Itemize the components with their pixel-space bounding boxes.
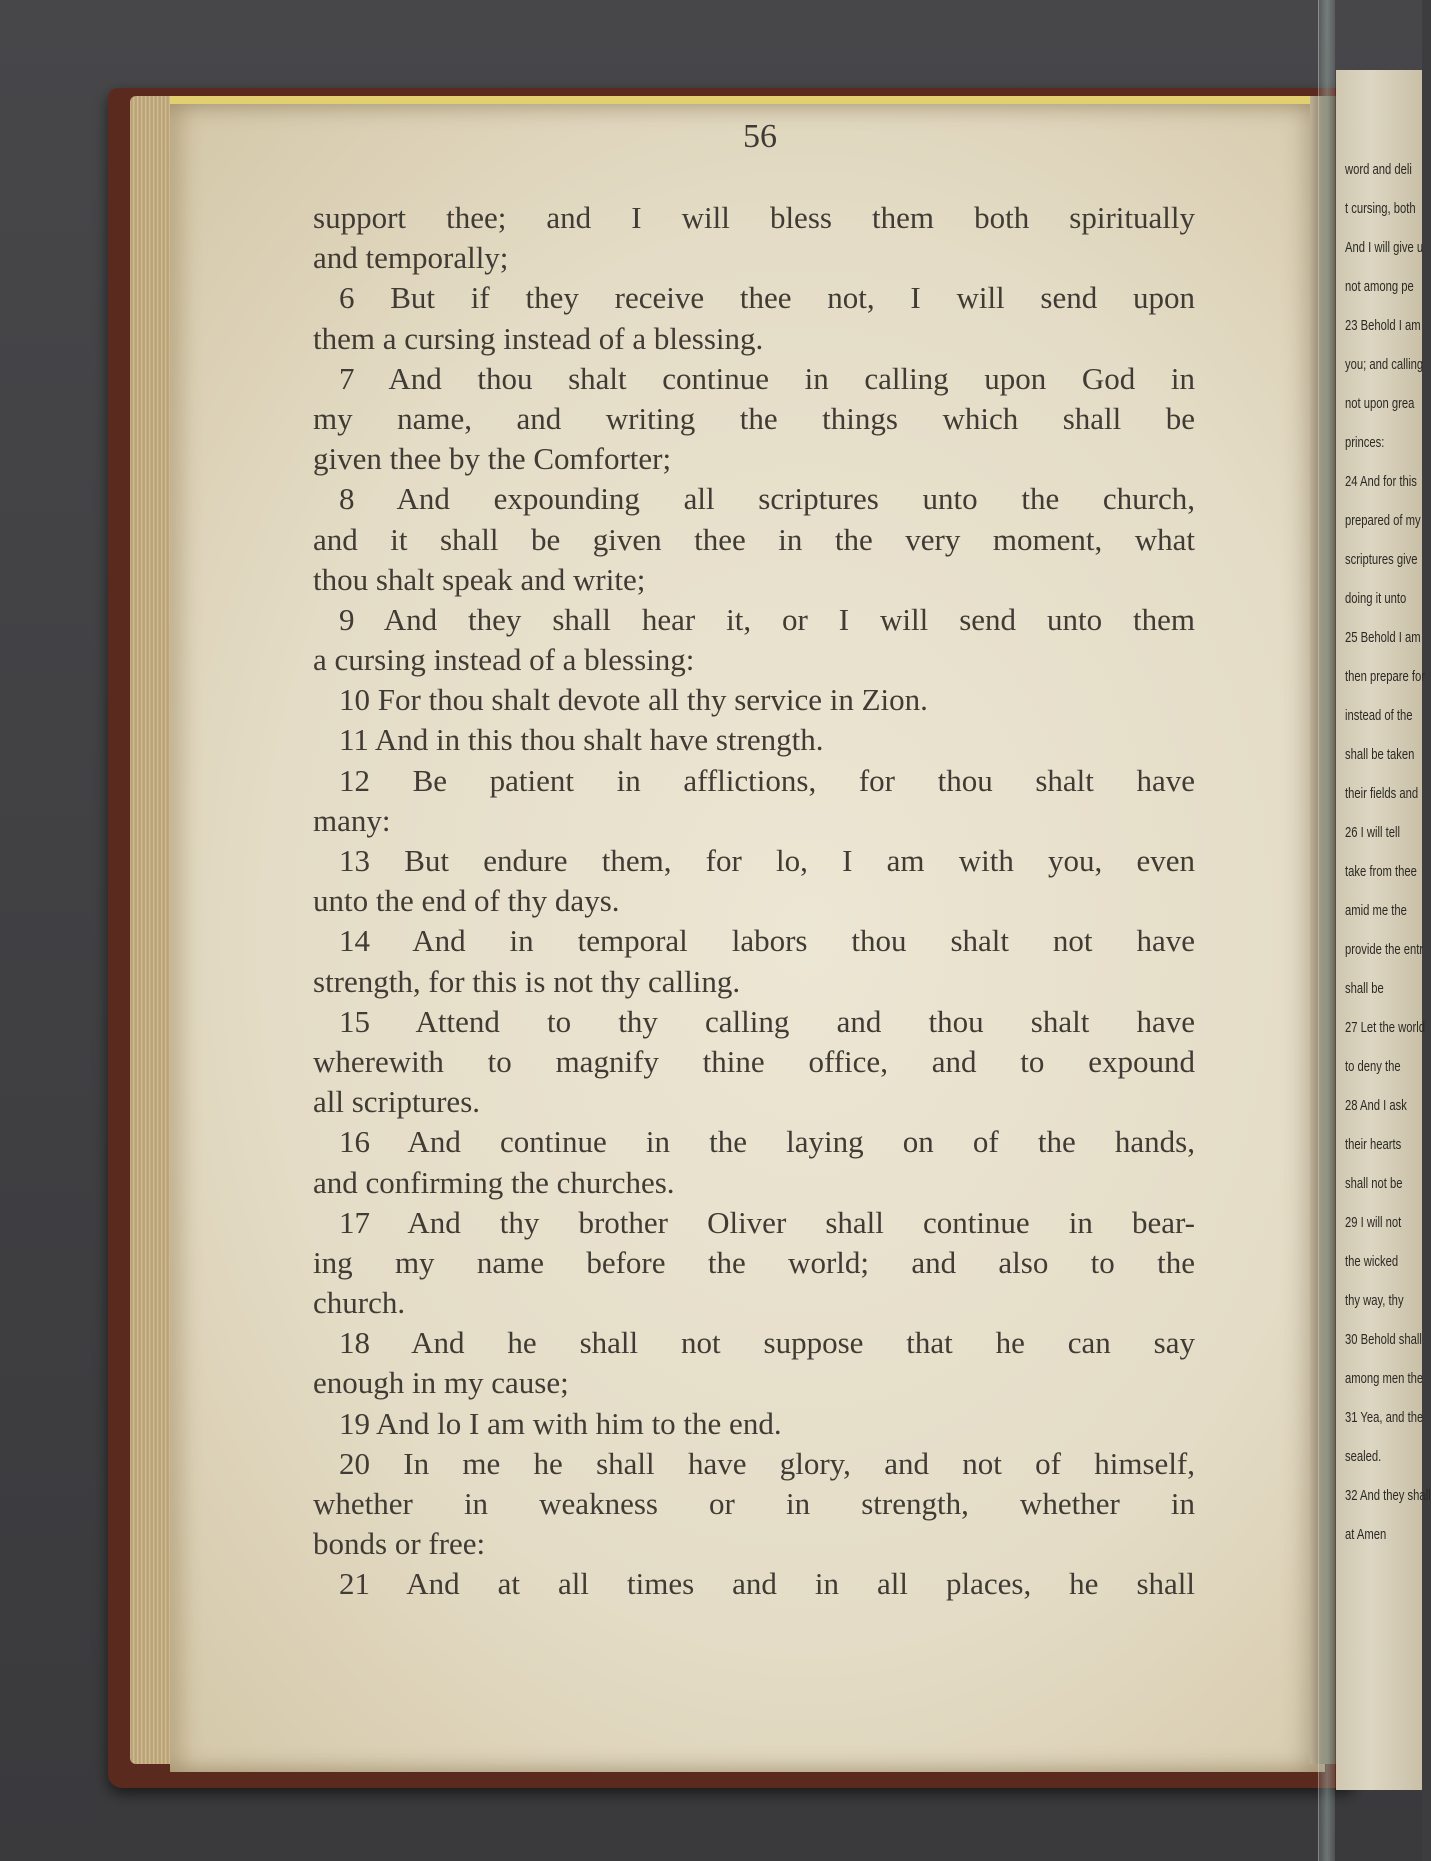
text-line: church. xyxy=(313,1285,406,1321)
text-line: and temporally; xyxy=(313,240,509,276)
text-line: whether in weakness or in strength, whether in xyxy=(313,1486,1195,1521)
verse-line: 17 And thy brother Oliver shall continue in bear- xyxy=(339,1204,1195,1240)
facing-line: 30 Behold shall xyxy=(1345,1331,1422,1348)
text-line: and confirming the churches. xyxy=(313,1164,675,1200)
glass-plate-edge xyxy=(1318,0,1335,1861)
text-line: enough in my cause; xyxy=(313,1365,569,1401)
facing-line: the wicked xyxy=(1345,1253,1399,1270)
facing-line: doing it unto xyxy=(1345,590,1407,607)
facing-line: sealed. xyxy=(1345,1448,1382,1465)
verse-line: 9 And they shall hear it, or I will send unto them xyxy=(339,601,1195,637)
facing-line: instead of the xyxy=(1345,707,1413,724)
facing-line: 24 And for this xyxy=(1345,473,1417,490)
text-line: bonds or free: xyxy=(313,1526,486,1562)
facing-line: take from thee xyxy=(1345,863,1417,880)
facing-line: not upon grea xyxy=(1345,395,1415,412)
facing-line: princes: xyxy=(1345,434,1385,451)
facing-line: provide the entr xyxy=(1345,941,1424,958)
verse-line: 10 For thou shalt devote all thy service in Zion. xyxy=(339,682,928,718)
verse-line: 15 Attend to thy calling and thou shalt have xyxy=(339,1003,1195,1039)
verse-line: 11 And in this thou shalt have strength. xyxy=(339,722,824,758)
verse-line: 20 In me he shall have glory, and not of himself, xyxy=(339,1445,1195,1481)
facing-line: at Amen xyxy=(1345,1526,1387,1543)
verse-line: 14 And in temporal labors thou shalt not have xyxy=(339,923,1195,959)
text-line: my name, and writing the things which shall be xyxy=(313,400,1195,436)
verse-line: 13 But endure them, for lo, I am with you, even xyxy=(339,843,1195,878)
verse-line: 19 And lo I am with him to the end. xyxy=(339,1405,782,1441)
facing-line: among men the xyxy=(1345,1370,1424,1387)
facing-line: shall not be xyxy=(1345,1175,1403,1192)
text-line: thou shalt speak and write; xyxy=(313,561,646,597)
facing-line: 25 Behold I am xyxy=(1345,629,1421,646)
facing-line: 26 I will tell xyxy=(1345,824,1401,841)
verse-line: 6 But if they receive thee not, I will send upon xyxy=(339,280,1195,316)
facing-line: shall be taken xyxy=(1345,746,1415,763)
text-line: a cursing instead of a blessing: xyxy=(313,642,695,678)
facing-line: you; and calling xyxy=(1345,356,1424,373)
facing-line: 29 I will not xyxy=(1345,1214,1402,1231)
facing-line: then prepare for xyxy=(1345,668,1426,685)
verse-line: 12 Be patient in afflictions, for thou shalt have xyxy=(339,762,1195,798)
facing-line: shall be xyxy=(1345,980,1384,997)
page-text xyxy=(313,198,1195,1605)
text-line: wherewith to magnify thine office, and to expound xyxy=(313,1043,1195,1079)
verse-line: 8 And expounding all scriptures unto the church, xyxy=(339,481,1195,517)
text-line: support thee; and I will bless them both spiritually xyxy=(313,200,1195,235)
verse-line: 18 And he shall not suppose that he can say xyxy=(339,1325,1195,1361)
facing-line: And I will give u xyxy=(1345,239,1424,256)
facing-line: 32 And they shall xyxy=(1345,1487,1431,1504)
text-line: and it shall be given thee in the very moment, what xyxy=(313,521,1195,557)
facing-line: to deny the xyxy=(1345,1058,1401,1075)
facing-line: word and deli xyxy=(1345,161,1412,178)
verse-line: 7 And thou shalt continue in calling upon God in xyxy=(339,360,1195,396)
text-line: unto the end of thy days. xyxy=(313,883,620,919)
text-line: them a cursing instead of a blessing. xyxy=(313,320,764,356)
verse-line: 16 And continue in the laying on of the hands, xyxy=(339,1124,1195,1160)
facing-line: not among pe xyxy=(1345,278,1414,295)
facing-line: 23 Behold I am xyxy=(1345,317,1421,334)
facing-line: 31 Yea, and the xyxy=(1345,1409,1424,1426)
facing-line: amid me the xyxy=(1345,902,1407,919)
facing-line: their hearts xyxy=(1345,1136,1402,1153)
facing-line: 28 And I ask xyxy=(1345,1097,1407,1114)
text-line: many: xyxy=(313,802,391,838)
text-line: given thee by the Comforter; xyxy=(313,441,672,477)
verse-line: 21 And at all times and in all places, he shall xyxy=(339,1566,1195,1602)
text-line: ing my name before the world; and also to the xyxy=(313,1244,1195,1280)
facing-line: 27 Let the world xyxy=(1345,1019,1426,1036)
facing-page-text xyxy=(1345,150,1431,1554)
page-number: 56 xyxy=(743,118,777,155)
text-line: all scriptures. xyxy=(313,1084,481,1120)
text-line: strength, for this is not thy calling. xyxy=(313,963,741,999)
facing-line: their fields and xyxy=(1345,785,1419,802)
facing-line: prepared of my xyxy=(1345,512,1421,529)
facing-line: thy way, thy xyxy=(1345,1292,1404,1309)
facing-line: t cursing, both xyxy=(1345,200,1416,217)
facing-line: scriptures give xyxy=(1345,551,1418,568)
